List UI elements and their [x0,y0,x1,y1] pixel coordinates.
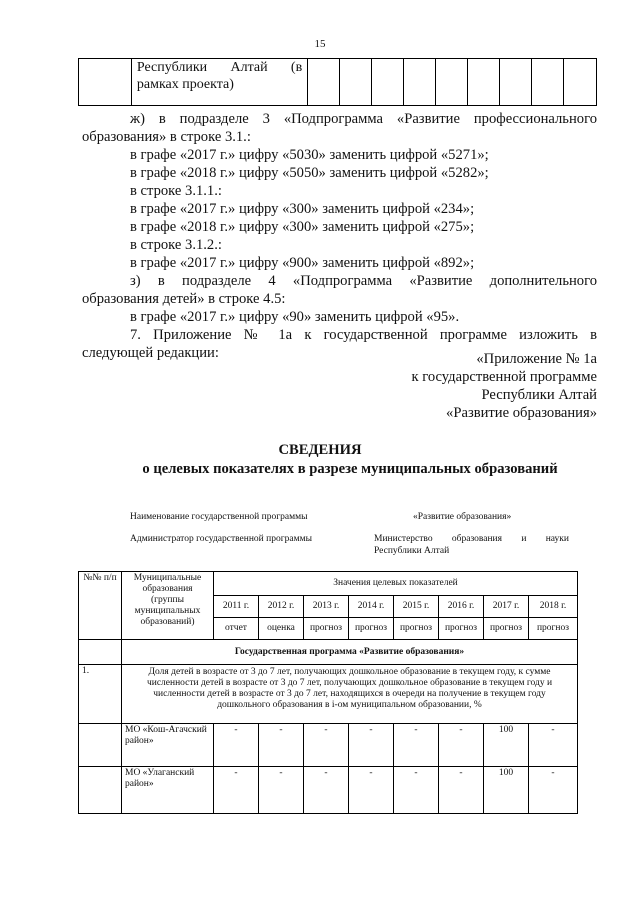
table-row [79,767,578,814]
header-values: Значения целевых показателей [214,572,578,596]
appendix-line: «Приложение № 1а [476,351,597,367]
body-line: в графе «2017 г.» цифру «5030» заменить цифрой «5271»; [130,147,489,163]
table-cell [79,724,122,767]
appendix-line: к государственной программе [411,369,597,385]
value-cell: - [349,724,394,767]
year-cell: 2018 г. [529,596,578,618]
value-cell: - [349,767,394,814]
body-line: в графе «2017 г.» цифру «300» заменить цифрой «234»; [130,201,475,217]
header-num: №№ п/п [79,572,122,640]
table-cell [79,640,122,665]
table-cell [340,59,372,106]
body-line: в графе «2017 г.» цифру «90» заменить цифрой «95». [130,309,460,325]
document-subtitle: о целевых показателях в разрезе муниципальных образований [142,461,558,477]
status-cell: прогноз [349,618,394,640]
status-cell: прогноз [394,618,439,640]
body-line: з) в подразделе 4 «Подпрограмма «Развитие дополнительного [130,273,597,289]
value-cell: - [529,724,578,767]
program-label: Наименование государственной программы [130,512,308,522]
table-cell [79,767,122,814]
table-cell [308,59,340,106]
body-line: в графе «2017 г.» цифру «900» заменить цифрой «892»; [130,255,475,271]
value-cell: 100 [484,767,529,814]
appendix-line: «Развитие образования» [446,405,597,421]
program-value: «Развитие образования» [413,512,512,522]
value-cell: - [214,724,259,767]
mo-name: МО «Улаганский район» [122,767,214,814]
value-cell: - [304,724,349,767]
body-line: в строке 3.1.1.: [130,183,222,199]
year-cell: 2017 г. [484,596,529,618]
status-cell: прогноз [484,618,529,640]
table-cell [467,59,499,106]
year-cell: 2012 г. [259,596,304,618]
year-cell: 2011 г. [214,596,259,618]
body-line: 7. Приложение № 1а к государственной программе изложить в [130,327,597,343]
indicator-num: 1. [79,665,122,724]
body-line: в графе «2018 г.» цифру «300» заменить цифрой «275»; [130,219,475,235]
table-cell [372,59,404,106]
status-cell: прогноз [529,618,578,640]
admin-value-line: Министерство образования и науки [374,534,569,544]
indicator-text: Доля детей в возрасте от 3 до 7 лет, получающих дошкольное образование в текущем году, к сумме численности детей в возрасте от 3 до 7 лет, получающих дошкольное образование в текущем году и численности детей в возрасте от 3 до 7 лет, находящихся в очереди на получение в текущем году дошкольного образования в i-ом муниципальном образовании, % [122,665,578,724]
year-cell: 2013 г. [304,596,349,618]
body-line: в строке 3.1.2.: [130,237,222,253]
status-cell: оценка [259,618,304,640]
admin-value-line: Республики Алтай [374,546,450,556]
status-cell: прогноз [439,618,484,640]
value-cell: - [394,767,439,814]
body-line: образования» в строке 3.1.: [82,129,251,145]
body-line: следующей редакции: [82,345,219,361]
table-cell-label [131,59,307,106]
previous-table-fragment [78,58,597,106]
table-cell [436,59,468,106]
admin-label: Администратор государственной программы [130,534,312,544]
table-cell [79,59,132,106]
body-line: ж) в подразделе 3 «Подпрограмма «Развитие профессионального [130,111,597,127]
value-cell: - [439,724,484,767]
body-line: образования детей» в строке 4.5: [82,291,286,307]
status-cell: отчет [214,618,259,640]
value-cell: - [439,767,484,814]
table-row [79,724,578,767]
value-cell: - [529,767,578,814]
value-cell: 100 [484,724,529,767]
appendix-line: Республики Алтай [481,387,597,403]
table-cell [563,59,596,106]
indicators-table [78,571,578,814]
table-cell [499,59,531,106]
label-line: Республики Алтай (в [136,60,303,75]
year-cell: 2014 г. [349,596,394,618]
mo-name: МО «Кош-Агачский район» [122,724,214,767]
value-cell: - [394,724,439,767]
table-cell [404,59,436,106]
value-cell: - [259,767,304,814]
year-cell: 2016 г. [439,596,484,618]
status-cell: прогноз [304,618,349,640]
program-row: Государственная программа «Развитие образования» [122,640,578,665]
value-cell: - [259,724,304,767]
body-line: в графе «2018 г.» цифру «5050» заменить цифрой «5282»; [130,165,489,181]
value-cell: - [214,767,259,814]
table-cell [531,59,563,106]
header-mo: Муниципальные образования (группы муниципальных образований) [122,572,214,640]
value-cell: - [304,767,349,814]
year-cell: 2015 г. [394,596,439,618]
label-line: рамках проекта) [136,77,234,92]
document-title: СВЕДЕНИЯ [278,442,362,458]
page-number: 15 [314,38,326,50]
